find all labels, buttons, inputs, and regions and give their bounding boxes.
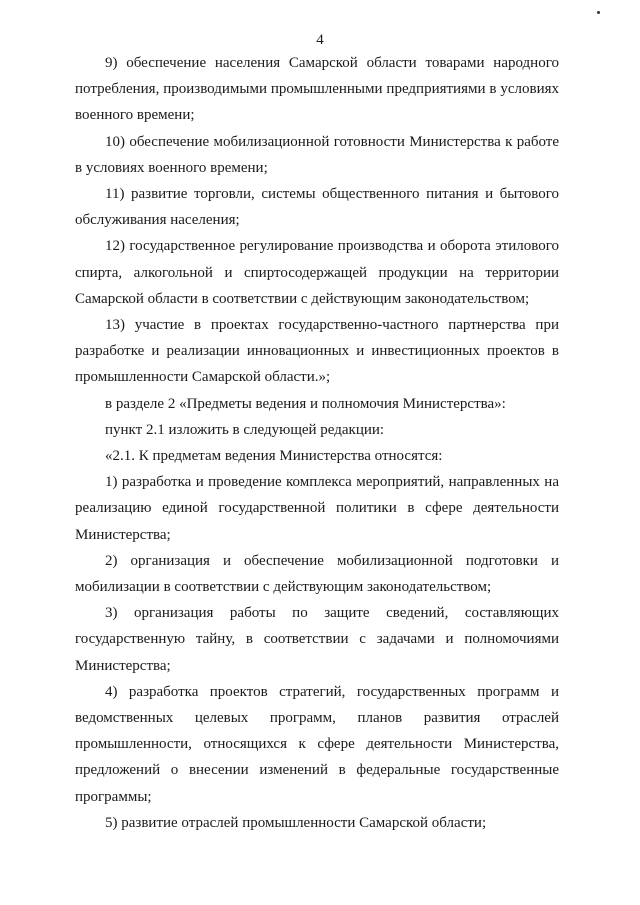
paragraph-clause-2-1-title: «2.1. К предметам ведения Министерства относятся: [105,448,443,465]
paragraph-item-11: 11) развитие торговли, системы общественного питания и бытового обслуживания населения; [75,186,559,229]
paragraph-item-9: 9) обеспечение населения Самарской области товарами народного потребления, производимыми промышленными предприятиями в условиях военного времени; [75,55,559,124]
scan-dot-mark [597,11,600,14]
document-body [75,50,559,836]
paragraph-subitem-2: 2) организация и обеспечение мобилизационной подготовки и мобилизации в соответствии с действующим законодательством; [75,552,559,596]
paragraph-section-2-heading: в разделе 2 «Предметы ведения и полномочия Министерства»: [105,395,506,412]
page-number: 4 [316,32,324,48]
paragraph-clause-2-1-instruction: пункт 2.1 изложить в следующей редакции: [105,421,385,438]
paragraph-subitem-4: 4) разработка проектов стратегий, государственных программ и ведомственных целевых программ, планов развития отраслей промышленности, относящихся к сфере деятельности Министерства, предложений о внесении изменений в федеральные государственные программы; [75,683,559,805]
paragraph-subitem-5: 5) развитие отраслей промышленности Самарской области; [105,814,487,831]
paragraph-item-13: 13) участие в проектах государственно-частного партнерства при разработке и реализации инновационных и инвестиционных проектов в промышленности Самарской области.»; [75,317,559,386]
paragraph-item-10: 10) обеспечение мобилизационной готовности Министерства к работе в условиях военного времени; [75,133,559,176]
paragraph-item-12: 12) государственное регулирование производства и оборота этилового спирта, алкогольной и спиртосодержащей продукции на территории Самарской области в соответствии с действующим законодательством; [75,238,559,307]
paragraph-subitem-1: 1) разработка и проведение комплекса мероприятий, направленных на реализацию единой государственной политики в сфере деятельности Министерства; [75,474,559,543]
paragraph-subitem-3: 3) организация работы по защите сведений, составляющих государственную тайну, в соответствии с задачами и полномочиями Министерства; [75,605,559,674]
